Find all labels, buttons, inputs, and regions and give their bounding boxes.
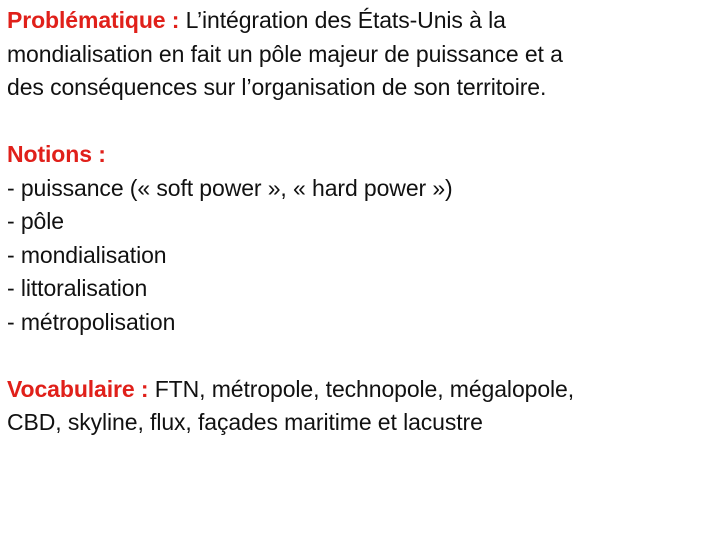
spacer: [7, 105, 715, 139]
notions-label: Notions :: [7, 141, 106, 167]
notion-item: - pôle: [7, 208, 64, 234]
problematique-text-1: L’intégration des États-Unis à la: [185, 7, 506, 33]
vocabulaire-section: [7, 373, 715, 440]
notion-item: - puissance (« soft power », « hard power »): [7, 174, 453, 201]
problematique-text-2: mondialisation en fait un pôle majeur de puissance et a: [7, 40, 563, 67]
slide-content: [7, 4, 715, 440]
vocabulaire-label: Vocabulaire :: [7, 375, 149, 402]
vocabulaire-text-2: CBD, skyline, flux, façades maritime et lacustre: [7, 409, 483, 435]
notion-item: - métropolisation: [7, 308, 176, 335]
problematique-label: Problématique :: [7, 7, 180, 33]
problematique-line-1: [7, 4, 715, 38]
vocabulaire-text-1: FTN, métropole, technopole, mégalopole,: [154, 375, 575, 402]
problematique-text-3: des conséquences sur l’organisation de son territoire.: [7, 74, 547, 100]
problematique-section: [7, 4, 715, 105]
spacer: [7, 339, 715, 373]
notion-item: - mondialisation: [7, 241, 167, 268]
notion-item: - littoralisation: [7, 275, 148, 301]
vocabulaire-line-1: [7, 373, 715, 407]
notions-section: [7, 138, 715, 339]
